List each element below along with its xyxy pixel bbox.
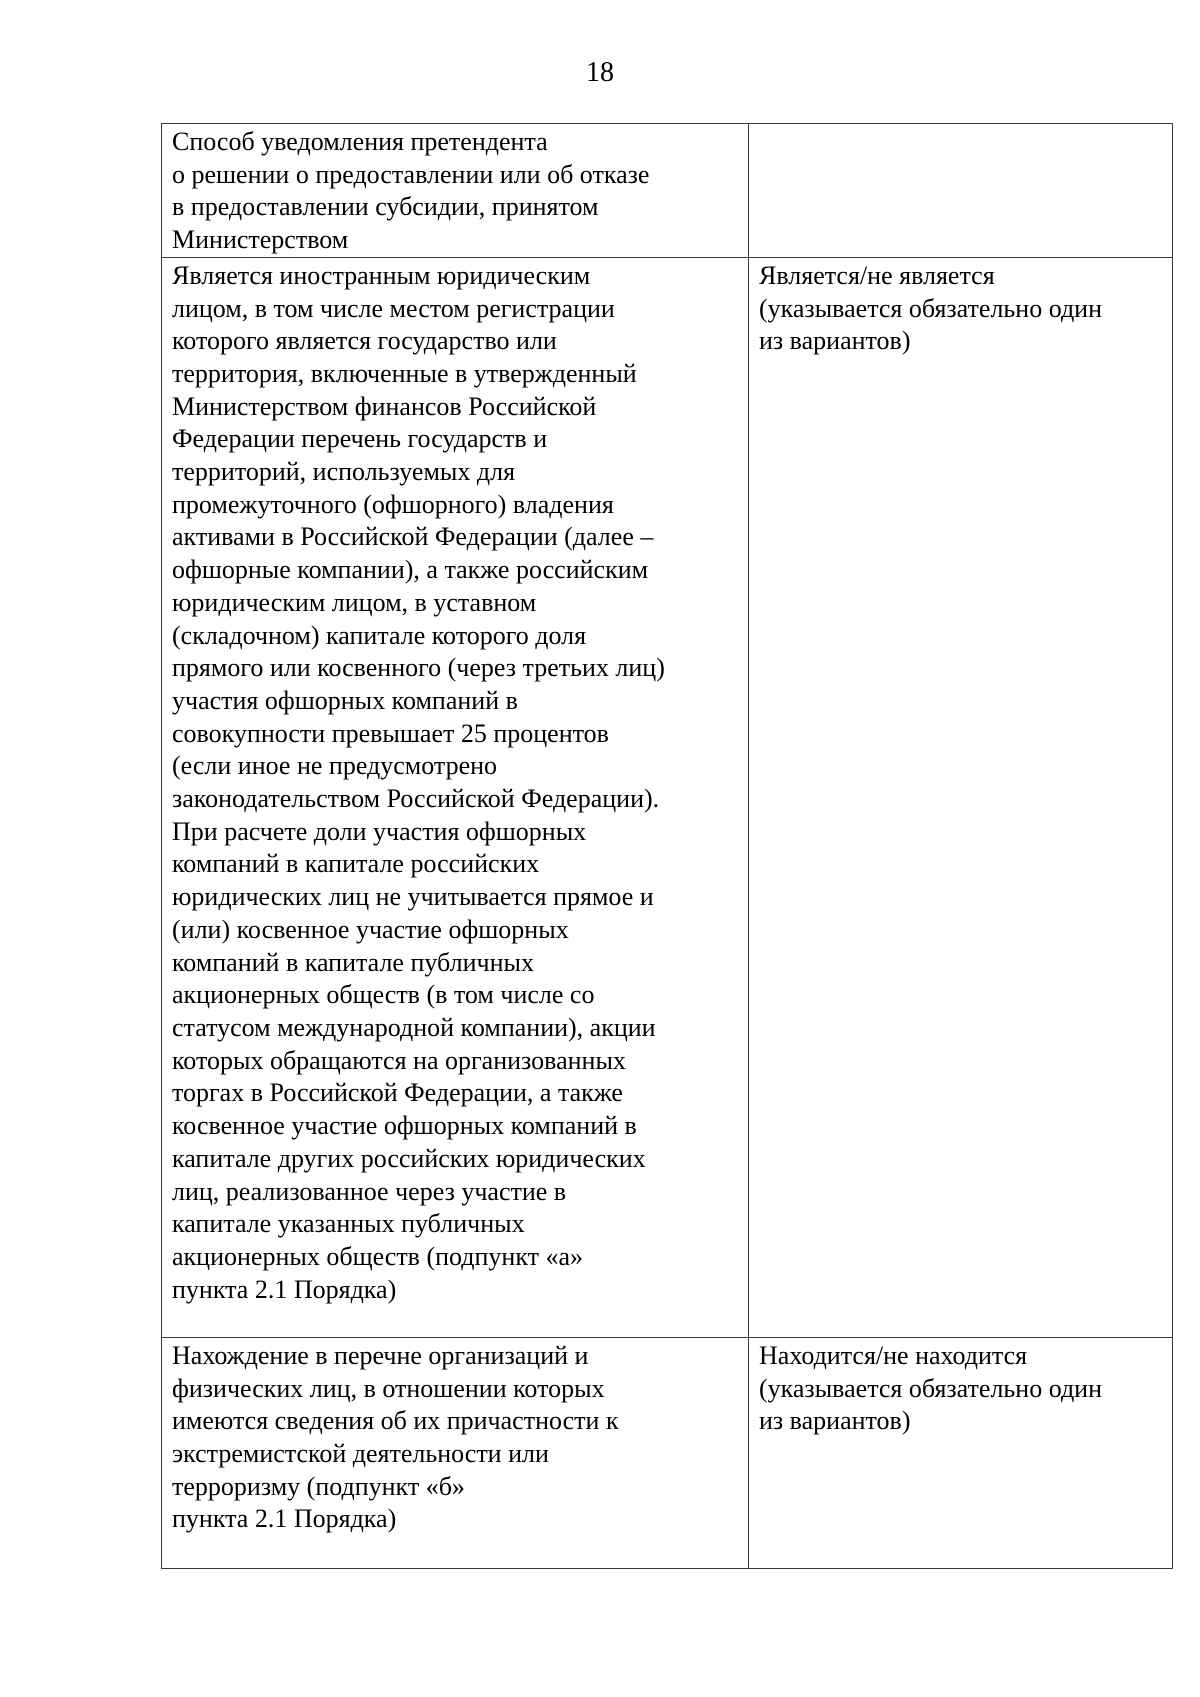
row-label-line: лиц, реализованное через участие в xyxy=(172,1176,567,1206)
row-label-line: пункта 2.1 Порядка) xyxy=(172,1274,397,1304)
row-value-line: из вариантов) xyxy=(759,326,911,356)
row-label-line: физических лиц, в отношении которых xyxy=(172,1373,605,1403)
row-label-line: Федерации перечень государств и xyxy=(172,424,548,454)
row-label-line: Способ уведомления претендента xyxy=(172,127,548,156)
row-label-line: офшорные компании), а также российским xyxy=(172,555,649,585)
row-label-line: прямого или косвенного (через третьих лиц) xyxy=(172,653,665,683)
row-value-cell xyxy=(749,257,1173,1337)
row-value-line: Является/не является xyxy=(759,260,995,290)
row-label-line: статусом международной компании), акции xyxy=(172,1012,656,1042)
row-label-line: (если иное не предусмотрено xyxy=(172,751,498,781)
row-label-line: (или) косвенное участие офшорных xyxy=(172,914,569,944)
row-label-line: территорий, используемых для xyxy=(172,457,516,487)
row-label-cell xyxy=(162,1337,749,1568)
row-label-line: юридических лиц не учитывается прямое и xyxy=(172,882,654,912)
row-label-line: При расчете доли участия офшорных xyxy=(172,816,587,846)
row-label-line: которых обращаются на организованных xyxy=(172,1045,626,1075)
row-label-line: в предоставлении субсидии, принятом xyxy=(172,192,599,222)
row-label-line: участия офшорных компаний в xyxy=(172,685,518,715)
row-label-line: Является иностранным юридическим xyxy=(172,260,591,290)
row-label-line: (складочном) капитале которого доля xyxy=(172,620,587,650)
row-label-line: о решении о предоставлении или об отказе xyxy=(172,159,650,189)
row-value-cell xyxy=(749,1337,1173,1568)
row-label-line: совокупности превышает 25 процентов xyxy=(172,718,609,748)
row-label-line: терроризму (подпункт «б» xyxy=(172,1471,465,1501)
row-value-line: из вариантов) xyxy=(759,1406,911,1436)
row-label-line: промежуточного (офшорного) владения xyxy=(172,489,614,519)
table-row-notification-method xyxy=(162,124,1173,258)
row-label-line: экстремистской деятельности или xyxy=(172,1438,549,1468)
row-label-line: активами в Российской Федерации (далее – xyxy=(172,522,654,552)
row-label-cell xyxy=(162,257,749,1337)
page-number: 18 xyxy=(586,57,614,88)
row-label-cell xyxy=(162,124,749,258)
row-label-line: Министерством финансов Российской xyxy=(172,391,597,421)
row-label-line: законодательством Российской Федерации). xyxy=(172,784,660,814)
table-row-extremism-list xyxy=(162,1337,1173,1568)
row-label-line: акционерных обществ (подпункт «а» xyxy=(172,1241,584,1271)
row-label-line: компаний в капитале российских xyxy=(172,849,540,879)
row-label-line: косвенное участие офшорных компаний в xyxy=(172,1111,637,1141)
row-label-line: акционерных обществ (в том числе со xyxy=(172,980,595,1010)
row-value-cell-empty xyxy=(749,124,1173,258)
row-label-line: Министерством xyxy=(172,225,349,255)
row-label-line: территория, включенные в утвержденный xyxy=(172,358,637,388)
row-value-line: (указывается обязательно один xyxy=(759,293,1103,323)
row-label-line: имеются сведения об их причастности к xyxy=(172,1406,619,1436)
row-value-line: Находится/не находится xyxy=(759,1340,1028,1370)
table-row-foreign-entity xyxy=(162,257,1173,1337)
row-label-line: торгах в Российской Федерации, а также xyxy=(172,1078,623,1108)
row-label-line: юридическим лицом, в уставном xyxy=(172,587,537,617)
row-label-line: капитале указанных публичных xyxy=(172,1209,525,1239)
row-label-line: Нахождение в перечне организаций и xyxy=(172,1340,589,1370)
row-label-line: капитале других российских юридических xyxy=(172,1143,646,1173)
row-label-line: лицом, в том числе местом регистрации xyxy=(172,293,615,323)
row-label-line: которого является государство или xyxy=(172,326,557,356)
row-value-line: (указывается обязательно один xyxy=(759,1373,1103,1403)
row-label-line: пункта 2.1 Порядка) xyxy=(172,1504,397,1534)
application-form-table xyxy=(161,123,1173,1569)
row-label-line: компаний в капитале публичных xyxy=(172,947,534,977)
